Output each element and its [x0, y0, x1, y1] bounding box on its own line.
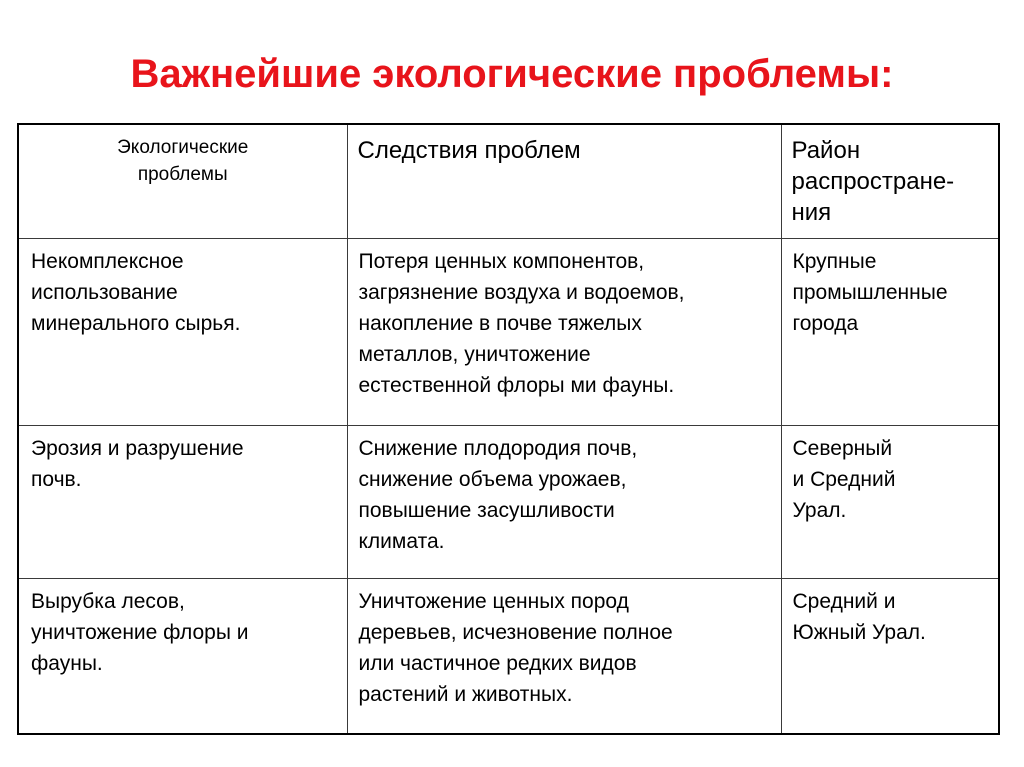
cell-text: Крупные промышленные города: [792, 250, 948, 335]
header-cell-consequences: [347, 124, 781, 239]
header-label: Следствия проблем: [357, 137, 581, 164]
cell-text: Эрозия и разрушение почв.: [31, 437, 244, 491]
header-label: Район распростране- ния: [791, 137, 955, 226]
table-header-row: [18, 124, 999, 239]
table-cell: [781, 239, 999, 426]
cell-text: Снижение плодородия почв, снижение объема урожаев, повышение засушливости климата.: [358, 437, 638, 553]
table-row: [18, 426, 999, 579]
cell-text: Средний и Южный Урал.: [792, 590, 926, 644]
cell-text: Северный и Средний Урал.: [792, 437, 896, 522]
table-cell: [18, 239, 347, 426]
table-row: [18, 239, 999, 426]
table-cell: [347, 426, 781, 579]
eco-problems-table: [17, 123, 1000, 735]
slide-title: Важнейшие экологические проблемы:: [130, 52, 894, 96]
table-cell: [781, 426, 999, 579]
cell-text: Вырубка лесов, уничтожение флоры и фауны.: [31, 590, 249, 675]
cell-text: Уничтожение ценных пород деревьев, исчезновение полное или частичное редких видов растений и животных.: [358, 590, 673, 706]
table-cell: [781, 579, 999, 735]
table-cell: [347, 239, 781, 426]
table-cell: [18, 426, 347, 579]
cell-text: Потеря ценных компонентов, загрязнение воздуха и водоемов, накопление в почве тяжелых металлов, уничтожение естественной флоры ми фауны.: [358, 250, 685, 397]
table-row: [18, 579, 999, 735]
table-cell: [347, 579, 781, 735]
header-cell-region: [781, 124, 999, 239]
cell-text: Некомплексное использование минерального сырья.: [31, 250, 241, 335]
header-cell-problems: [18, 124, 347, 239]
header-label: Экологические проблемы: [117, 137, 249, 185]
table-cell: [18, 579, 347, 735]
